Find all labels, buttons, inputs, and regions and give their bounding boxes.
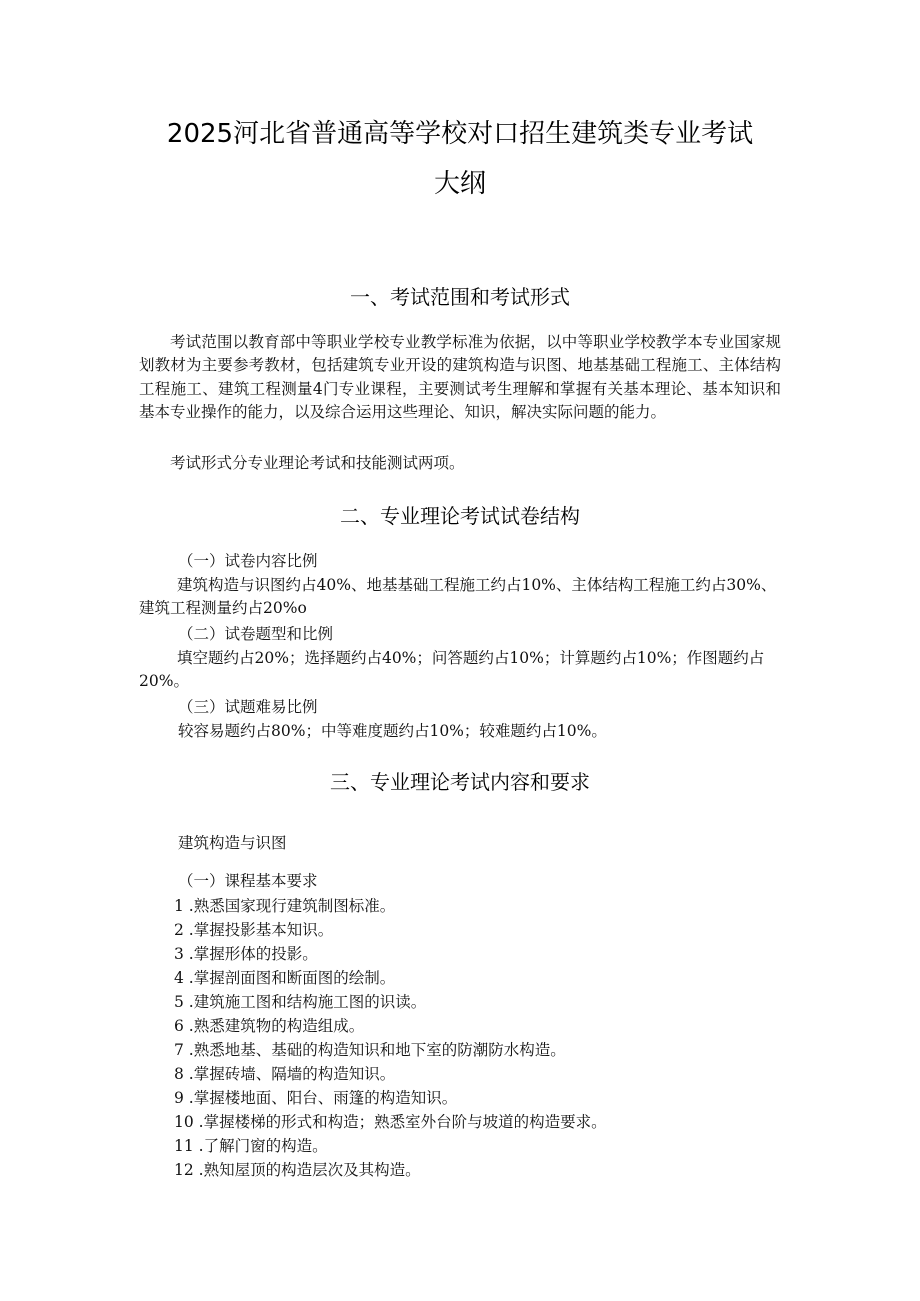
section-heading-1: 一、考试范围和考试形式: [350, 285, 570, 309]
subheading-course-requirements: （一）课程基本要求: [178, 872, 318, 890]
list-item: 8 .掌握砖墙、隔墙的构造知识。: [174, 1065, 396, 1083]
list-item: 2 .掌握投影基本知识。: [174, 921, 334, 939]
content-ratio-text: 建筑构造与识图约占40%、地基基础工程施工约占10%、主体结构工程施工约占30%、建筑工程测量约占20%o: [139, 576, 777, 618]
list-item: 9 .掌握楼地面、阳台、雨篷的构造知识。: [174, 1089, 458, 1107]
section1-paragraph-format: 考试形式分专业理论考试和技能测试两项。: [170, 454, 465, 472]
subheading-question-types: （二）试卷题型和比例: [178, 625, 334, 643]
difficulty-ratio-text: 较容易题约占80%；中等难度题约占10%；较难题约占10%。: [178, 722, 607, 740]
document-title-line2: 大纲: [433, 169, 486, 199]
list-item: 5 .建筑施工图和结构施工图的识读。: [174, 993, 427, 1011]
section-heading-2: 二、专业理论考试试卷结构: [340, 504, 580, 528]
list-item: 7 .熟悉地基、基础的构造知识和地下室的防潮防水构造。: [174, 1041, 566, 1059]
question-types-text: 填空题约占20%；选择题约占40%；问答题约占10%；计算题约占10%；作图题约占20%。: [139, 649, 765, 691]
list-item: 1 .熟悉国家现行建筑制图标准。: [174, 897, 396, 915]
list-item: 4 .掌握剖面图和断面图的绘制。: [174, 969, 396, 987]
list-item: 12 .熟知屋顶的构造层次及其构造。: [174, 1161, 421, 1179]
list-item: 10 .掌握楼梯的形式和构造；熟悉室外台阶与坡道的构造要求。: [174, 1113, 607, 1131]
subheading-difficulty-ratio: （三）试题难易比例: [178, 698, 318, 716]
list-item: 11 .了解门窗的构造。: [174, 1137, 328, 1155]
list-item: 3 .掌握形体的投影。: [174, 945, 318, 963]
subheading-content-ratio: （一）试卷内容比例: [178, 552, 318, 570]
list-item: 6 .熟悉建筑物的构造组成。: [174, 1017, 365, 1035]
section-heading-3: 三、专业理论考试内容和要求: [330, 770, 590, 794]
course-name: 建筑构造与识图: [178, 834, 287, 852]
section1-paragraph-scope: 考试范围以教育部中等职业学校专业教学标准为依据，以中等职业学校教学本专业国家规划教材为主要参考教材，包括建筑专业开设的建筑构造与识图、地基基础工程施工、主体结构工程施工、建筑工程测量4门专业课程，主要测试考生理解和掌握有关基本理论、基本知识和基本专业操作的能力，以及综合运用这些理论、知识，解决实际问题的能力。: [139, 333, 781, 422]
document-title-line1: 2025河北省普通高等学校对口招生建筑类专业考试: [166, 119, 754, 149]
